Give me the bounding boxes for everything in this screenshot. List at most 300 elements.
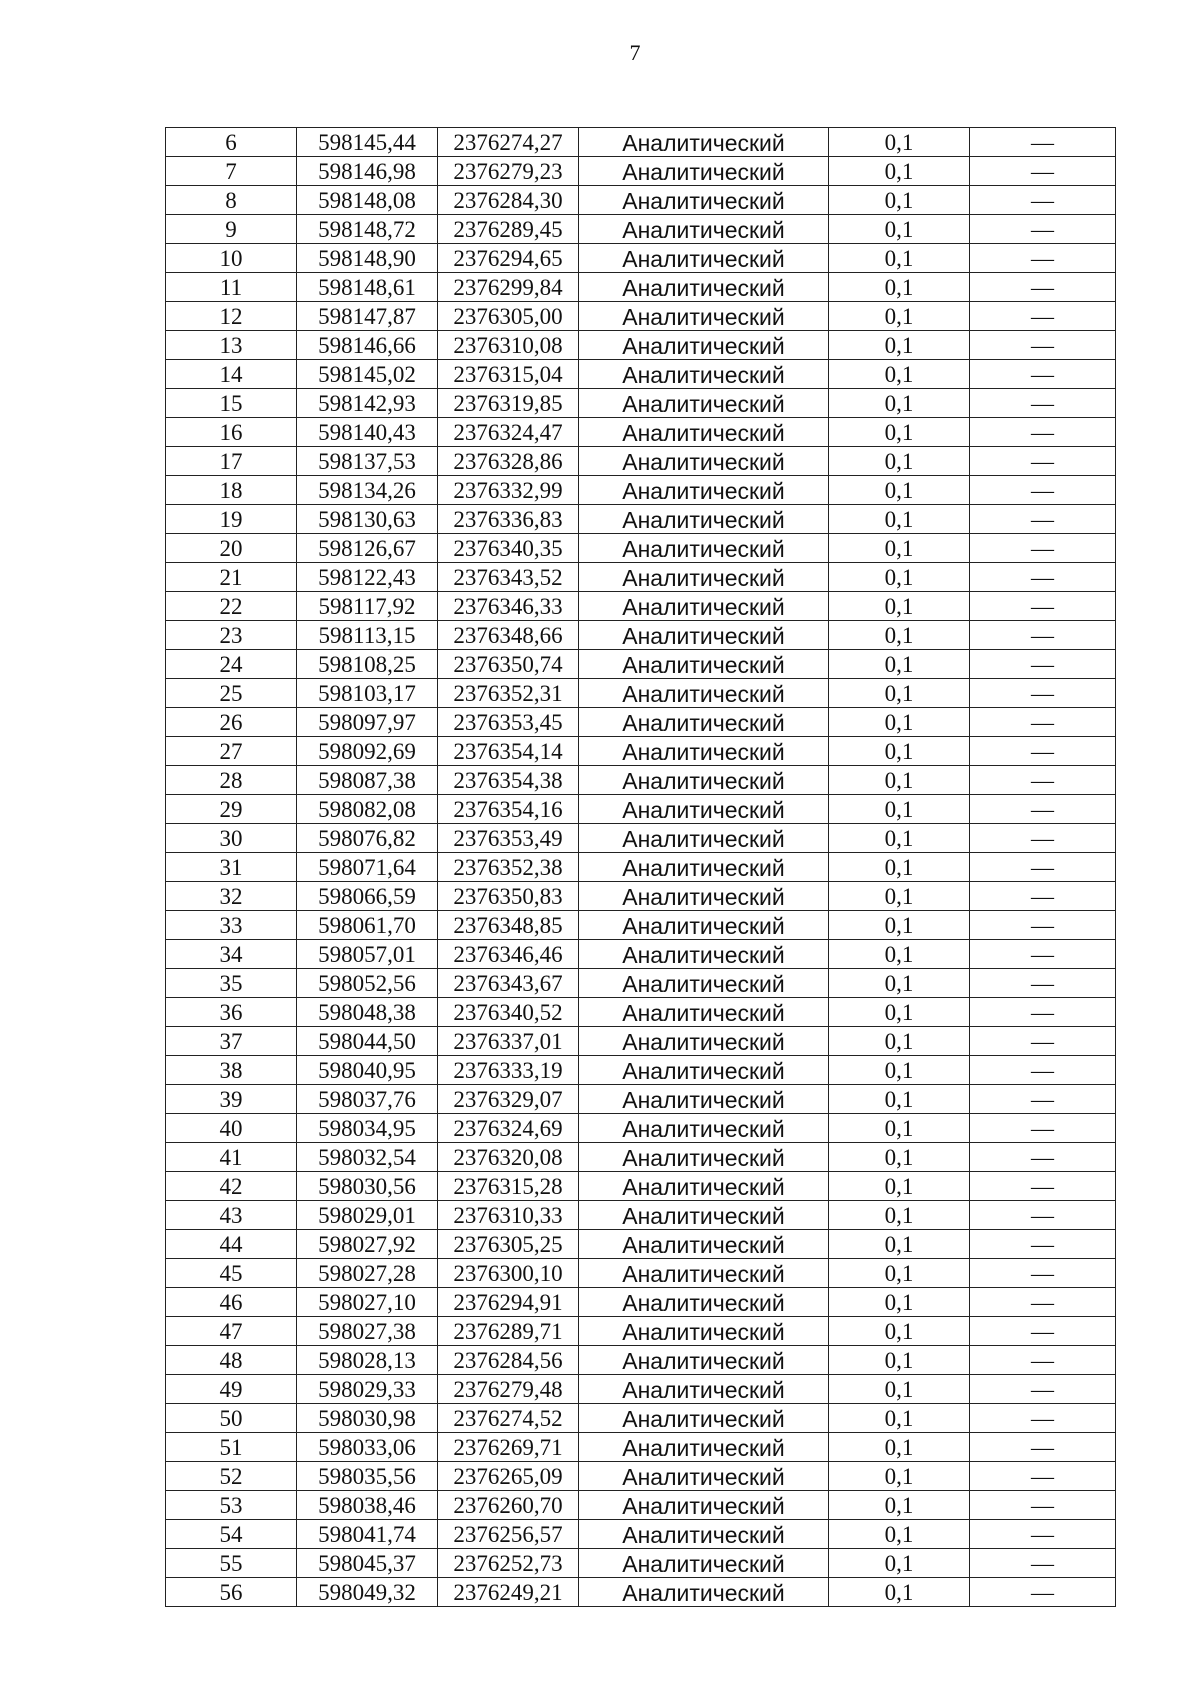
accuracy-cell: 0,1 (829, 1346, 970, 1375)
x-coordinate-cell: 598092,69 (297, 737, 438, 766)
point-number-cell: 17 (166, 447, 297, 476)
x-coordinate-cell: 598147,87 (297, 302, 438, 331)
y-coordinate-cell: 2376324,47 (438, 418, 579, 447)
method-cell: Аналитический (579, 157, 829, 186)
x-coordinate-cell: 598117,92 (297, 592, 438, 621)
point-number-cell: 11 (166, 273, 297, 302)
note-cell: — (970, 1404, 1116, 1433)
method-cell: Аналитический (579, 1172, 829, 1201)
table-row (166, 1288, 1116, 1317)
method-cell: Аналитический (579, 505, 829, 534)
accuracy-cell: 0,1 (829, 1462, 970, 1491)
x-coordinate-cell: 598148,90 (297, 244, 438, 273)
y-coordinate-cell: 2376348,66 (438, 621, 579, 650)
x-coordinate-cell: 598029,01 (297, 1201, 438, 1230)
note-cell: — (970, 1230, 1116, 1259)
method-cell: Аналитический (579, 1346, 829, 1375)
note-cell: — (970, 215, 1116, 244)
table-row (166, 360, 1116, 389)
method-cell: Аналитический (579, 1114, 829, 1143)
method-cell: Аналитический (579, 1143, 829, 1172)
accuracy-cell: 0,1 (829, 1549, 970, 1578)
point-number-cell: 56 (166, 1578, 297, 1607)
accuracy-cell: 0,1 (829, 128, 970, 157)
accuracy-cell: 0,1 (829, 911, 970, 940)
method-cell: Аналитический (579, 1288, 829, 1317)
x-coordinate-cell: 598145,44 (297, 128, 438, 157)
y-coordinate-cell: 2376300,10 (438, 1259, 579, 1288)
point-number-cell: 10 (166, 244, 297, 273)
accuracy-cell: 0,1 (829, 1520, 970, 1549)
y-coordinate-cell: 2376260,70 (438, 1491, 579, 1520)
accuracy-cell: 0,1 (829, 1433, 970, 1462)
point-number-cell: 23 (166, 621, 297, 650)
method-cell: Аналитический (579, 476, 829, 505)
y-coordinate-cell: 2376274,27 (438, 128, 579, 157)
method-cell: Аналитический (579, 1027, 829, 1056)
method-cell: Аналитический (579, 244, 829, 273)
table-row (166, 1491, 1116, 1520)
note-cell: — (970, 708, 1116, 737)
y-coordinate-cell: 2376289,45 (438, 215, 579, 244)
table-row (166, 418, 1116, 447)
note-cell: — (970, 360, 1116, 389)
y-coordinate-cell: 2376310,08 (438, 331, 579, 360)
table-row (166, 1027, 1116, 1056)
point-number-cell: 46 (166, 1288, 297, 1317)
x-coordinate-cell: 598097,97 (297, 708, 438, 737)
method-cell: Аналитический (579, 737, 829, 766)
y-coordinate-cell: 2376315,04 (438, 360, 579, 389)
table-row (166, 969, 1116, 998)
y-coordinate-cell: 2376350,83 (438, 882, 579, 911)
point-number-cell: 27 (166, 737, 297, 766)
x-coordinate-cell: 598066,59 (297, 882, 438, 911)
accuracy-cell: 0,1 (829, 389, 970, 418)
note-cell: — (970, 1346, 1116, 1375)
accuracy-cell: 0,1 (829, 940, 970, 969)
table-row (166, 1143, 1116, 1172)
point-number-cell: 40 (166, 1114, 297, 1143)
point-number-cell: 44 (166, 1230, 297, 1259)
accuracy-cell: 0,1 (829, 1143, 970, 1172)
accuracy-cell: 0,1 (829, 1056, 970, 1085)
accuracy-cell: 0,1 (829, 1172, 970, 1201)
point-number-cell: 29 (166, 795, 297, 824)
x-coordinate-cell: 598108,25 (297, 650, 438, 679)
x-coordinate-cell: 598137,53 (297, 447, 438, 476)
note-cell: — (970, 911, 1116, 940)
y-coordinate-cell: 2376279,23 (438, 157, 579, 186)
note-cell: — (970, 1288, 1116, 1317)
note-cell: — (970, 969, 1116, 998)
table-row (166, 476, 1116, 505)
point-number-cell: 9 (166, 215, 297, 244)
x-coordinate-cell: 598076,82 (297, 824, 438, 853)
point-number-cell: 33 (166, 911, 297, 940)
method-cell: Аналитический (579, 998, 829, 1027)
table-row (166, 824, 1116, 853)
y-coordinate-cell: 2376329,07 (438, 1085, 579, 1114)
y-coordinate-cell: 2376279,48 (438, 1375, 579, 1404)
point-number-cell: 13 (166, 331, 297, 360)
table-row (166, 1085, 1116, 1114)
table-row (166, 1259, 1116, 1288)
accuracy-cell: 0,1 (829, 1259, 970, 1288)
accuracy-cell: 0,1 (829, 650, 970, 679)
x-coordinate-cell: 598027,92 (297, 1230, 438, 1259)
accuracy-cell: 0,1 (829, 1288, 970, 1317)
note-cell: — (970, 563, 1116, 592)
x-coordinate-cell: 598113,15 (297, 621, 438, 650)
y-coordinate-cell: 2376252,73 (438, 1549, 579, 1578)
table-row (166, 1056, 1116, 1085)
point-number-cell: 41 (166, 1143, 297, 1172)
method-cell: Аналитический (579, 1230, 829, 1259)
method-cell: Аналитический (579, 534, 829, 563)
note-cell: — (970, 1462, 1116, 1491)
y-coordinate-cell: 2376324,69 (438, 1114, 579, 1143)
y-coordinate-cell: 2376354,14 (438, 737, 579, 766)
note-cell: — (970, 1520, 1116, 1549)
point-number-cell: 38 (166, 1056, 297, 1085)
method-cell: Аналитический (579, 302, 829, 331)
x-coordinate-cell: 598033,06 (297, 1433, 438, 1462)
x-coordinate-cell: 598027,28 (297, 1259, 438, 1288)
method-cell: Аналитический (579, 853, 829, 882)
y-coordinate-cell: 2376299,84 (438, 273, 579, 302)
note-cell: — (970, 1375, 1116, 1404)
x-coordinate-cell: 598146,66 (297, 331, 438, 360)
method-cell: Аналитический (579, 1259, 829, 1288)
point-number-cell: 22 (166, 592, 297, 621)
table-row (166, 940, 1116, 969)
y-coordinate-cell: 2376343,67 (438, 969, 579, 998)
point-number-cell: 25 (166, 679, 297, 708)
x-coordinate-cell: 598049,32 (297, 1578, 438, 1607)
method-cell: Аналитический (579, 1317, 829, 1346)
point-number-cell: 7 (166, 157, 297, 186)
y-coordinate-cell: 2376310,33 (438, 1201, 579, 1230)
accuracy-cell: 0,1 (829, 1230, 970, 1259)
table-row (166, 1404, 1116, 1433)
accuracy-cell: 0,1 (829, 853, 970, 882)
method-cell: Аналитический (579, 389, 829, 418)
x-coordinate-cell: 598029,33 (297, 1375, 438, 1404)
point-number-cell: 34 (166, 940, 297, 969)
note-cell: — (970, 534, 1116, 563)
coordinates-table (165, 127, 1116, 1607)
table-row (166, 998, 1116, 1027)
y-coordinate-cell: 2376284,30 (438, 186, 579, 215)
y-coordinate-cell: 2376352,31 (438, 679, 579, 708)
accuracy-cell: 0,1 (829, 1027, 970, 1056)
method-cell: Аналитический (579, 447, 829, 476)
point-number-cell: 52 (166, 1462, 297, 1491)
accuracy-cell: 0,1 (829, 447, 970, 476)
x-coordinate-cell: 598035,56 (297, 1462, 438, 1491)
method-cell: Аналитический (579, 1056, 829, 1085)
table-row (166, 244, 1116, 273)
x-coordinate-cell: 598038,46 (297, 1491, 438, 1520)
accuracy-cell: 0,1 (829, 882, 970, 911)
y-coordinate-cell: 2376332,99 (438, 476, 579, 505)
x-coordinate-cell: 598148,08 (297, 186, 438, 215)
y-coordinate-cell: 2376354,38 (438, 766, 579, 795)
note-cell: — (970, 418, 1116, 447)
x-coordinate-cell: 598134,26 (297, 476, 438, 505)
note-cell: — (970, 331, 1116, 360)
note-cell: — (970, 1114, 1116, 1143)
table-row (166, 708, 1116, 737)
method-cell: Аналитический (579, 1462, 829, 1491)
y-coordinate-cell: 2376350,74 (438, 650, 579, 679)
x-coordinate-cell: 598148,61 (297, 273, 438, 302)
y-coordinate-cell: 2376265,09 (438, 1462, 579, 1491)
note-cell: — (970, 1027, 1116, 1056)
accuracy-cell: 0,1 (829, 418, 970, 447)
method-cell: Аналитический (579, 621, 829, 650)
note-cell: — (970, 1433, 1116, 1462)
note-cell: — (970, 1085, 1116, 1114)
note-cell: — (970, 505, 1116, 534)
table-row (166, 186, 1116, 215)
y-coordinate-cell: 2376249,21 (438, 1578, 579, 1607)
point-number-cell: 32 (166, 882, 297, 911)
coordinates-table-body (166, 128, 1116, 1607)
note-cell: — (970, 592, 1116, 621)
method-cell: Аналитический (579, 1491, 829, 1520)
method-cell: Аналитический (579, 128, 829, 157)
table-row (166, 592, 1116, 621)
note-cell: — (970, 389, 1116, 418)
table-row (166, 1201, 1116, 1230)
accuracy-cell: 0,1 (829, 795, 970, 824)
method-cell: Аналитический (579, 1375, 829, 1404)
point-number-cell: 8 (166, 186, 297, 215)
table-row (166, 1549, 1116, 1578)
point-number-cell: 16 (166, 418, 297, 447)
accuracy-cell: 0,1 (829, 592, 970, 621)
accuracy-cell: 0,1 (829, 157, 970, 186)
y-coordinate-cell: 2376354,16 (438, 795, 579, 824)
accuracy-cell: 0,1 (829, 563, 970, 592)
x-coordinate-cell: 598028,13 (297, 1346, 438, 1375)
point-number-cell: 43 (166, 1201, 297, 1230)
x-coordinate-cell: 598148,72 (297, 215, 438, 244)
table-row (166, 737, 1116, 766)
x-coordinate-cell: 598027,10 (297, 1288, 438, 1317)
table-row (166, 1346, 1116, 1375)
point-number-cell: 36 (166, 998, 297, 1027)
table-row (166, 679, 1116, 708)
table-row (166, 1114, 1116, 1143)
point-number-cell: 15 (166, 389, 297, 418)
y-coordinate-cell: 2376315,28 (438, 1172, 579, 1201)
accuracy-cell: 0,1 (829, 186, 970, 215)
table-row (166, 331, 1116, 360)
method-cell: Аналитический (579, 1433, 829, 1462)
note-cell: — (970, 766, 1116, 795)
table-row (166, 273, 1116, 302)
method-cell: Аналитический (579, 824, 829, 853)
y-coordinate-cell: 2376346,46 (438, 940, 579, 969)
note-cell: — (970, 447, 1116, 476)
method-cell: Аналитический (579, 1520, 829, 1549)
accuracy-cell: 0,1 (829, 737, 970, 766)
table-row (166, 534, 1116, 563)
table-row (166, 1317, 1116, 1346)
point-number-cell: 18 (166, 476, 297, 505)
accuracy-cell: 0,1 (829, 1317, 970, 1346)
point-number-cell: 6 (166, 128, 297, 157)
note-cell: — (970, 1056, 1116, 1085)
y-coordinate-cell: 2376289,71 (438, 1317, 579, 1346)
y-coordinate-cell: 2376353,45 (438, 708, 579, 737)
table-row (166, 563, 1116, 592)
point-number-cell: 26 (166, 708, 297, 737)
y-coordinate-cell: 2376348,85 (438, 911, 579, 940)
note-cell: — (970, 302, 1116, 331)
note-cell: — (970, 1317, 1116, 1346)
x-coordinate-cell: 598140,43 (297, 418, 438, 447)
point-number-cell: 49 (166, 1375, 297, 1404)
table-row (166, 1230, 1116, 1259)
y-coordinate-cell: 2376346,33 (438, 592, 579, 621)
x-coordinate-cell: 598057,01 (297, 940, 438, 969)
point-number-cell: 30 (166, 824, 297, 853)
point-number-cell: 47 (166, 1317, 297, 1346)
method-cell: Аналитический (579, 1404, 829, 1433)
method-cell: Аналитический (579, 940, 829, 969)
table-row (166, 389, 1116, 418)
note-cell: — (970, 128, 1116, 157)
x-coordinate-cell: 598082,08 (297, 795, 438, 824)
x-coordinate-cell: 598071,64 (297, 853, 438, 882)
accuracy-cell: 0,1 (829, 360, 970, 389)
method-cell: Аналитический (579, 1578, 829, 1607)
table-row (166, 911, 1116, 940)
accuracy-cell: 0,1 (829, 766, 970, 795)
accuracy-cell: 0,1 (829, 302, 970, 331)
method-cell: Аналитический (579, 273, 829, 302)
accuracy-cell: 0,1 (829, 1578, 970, 1607)
method-cell: Аналитический (579, 911, 829, 940)
y-coordinate-cell: 2376274,52 (438, 1404, 579, 1433)
x-coordinate-cell: 598041,74 (297, 1520, 438, 1549)
table-row (166, 853, 1116, 882)
point-number-cell: 28 (166, 766, 297, 795)
table-row (166, 795, 1116, 824)
point-number-cell: 14 (166, 360, 297, 389)
method-cell: Аналитический (579, 418, 829, 447)
method-cell: Аналитический (579, 186, 829, 215)
accuracy-cell: 0,1 (829, 1404, 970, 1433)
accuracy-cell: 0,1 (829, 1201, 970, 1230)
y-coordinate-cell: 2376294,65 (438, 244, 579, 273)
point-number-cell: 39 (166, 1085, 297, 1114)
table-row (166, 1462, 1116, 1491)
note-cell: — (970, 940, 1116, 969)
method-cell: Аналитический (579, 360, 829, 389)
method-cell: Аналитический (579, 795, 829, 824)
x-coordinate-cell: 598044,50 (297, 1027, 438, 1056)
accuracy-cell: 0,1 (829, 273, 970, 302)
note-cell: — (970, 737, 1116, 766)
point-number-cell: 53 (166, 1491, 297, 1520)
table-row (166, 1172, 1116, 1201)
note-cell: — (970, 679, 1116, 708)
y-coordinate-cell: 2376269,71 (438, 1433, 579, 1462)
point-number-cell: 21 (166, 563, 297, 592)
y-coordinate-cell: 2376319,85 (438, 389, 579, 418)
method-cell: Аналитический (579, 708, 829, 737)
note-cell: — (970, 1578, 1116, 1607)
table-row (166, 1433, 1116, 1462)
method-cell: Аналитический (579, 563, 829, 592)
note-cell: — (970, 882, 1116, 911)
point-number-cell: 50 (166, 1404, 297, 1433)
method-cell: Аналитический (579, 882, 829, 911)
method-cell: Аналитический (579, 766, 829, 795)
method-cell: Аналитический (579, 969, 829, 998)
note-cell: — (970, 1549, 1116, 1578)
note-cell: — (970, 1201, 1116, 1230)
x-coordinate-cell: 598030,56 (297, 1172, 438, 1201)
y-coordinate-cell: 2376294,91 (438, 1288, 579, 1317)
method-cell: Аналитический (579, 1201, 829, 1230)
accuracy-cell: 0,1 (829, 679, 970, 708)
y-coordinate-cell: 2376305,25 (438, 1230, 579, 1259)
note-cell: — (970, 650, 1116, 679)
x-coordinate-cell: 598126,67 (297, 534, 438, 563)
note-cell: — (970, 1172, 1116, 1201)
note-cell: — (970, 186, 1116, 215)
x-coordinate-cell: 598048,38 (297, 998, 438, 1027)
method-cell: Аналитический (579, 1085, 829, 1114)
method-cell: Аналитический (579, 592, 829, 621)
table-row (166, 505, 1116, 534)
method-cell: Аналитический (579, 331, 829, 360)
x-coordinate-cell: 598032,54 (297, 1143, 438, 1172)
accuracy-cell: 0,1 (829, 331, 970, 360)
x-coordinate-cell: 598130,63 (297, 505, 438, 534)
table-row (166, 447, 1116, 476)
y-coordinate-cell: 2376352,38 (438, 853, 579, 882)
table-row (166, 1375, 1116, 1404)
y-coordinate-cell: 2376340,52 (438, 998, 579, 1027)
note-cell: — (970, 273, 1116, 302)
table-row (166, 302, 1116, 331)
point-number-cell: 55 (166, 1549, 297, 1578)
table-row (166, 1578, 1116, 1607)
accuracy-cell: 0,1 (829, 621, 970, 650)
accuracy-cell: 0,1 (829, 215, 970, 244)
y-coordinate-cell: 2376284,56 (438, 1346, 579, 1375)
note-cell: — (970, 1259, 1116, 1288)
page-number: 7 (629, 40, 641, 65)
point-number-cell: 35 (166, 969, 297, 998)
x-coordinate-cell: 598040,95 (297, 1056, 438, 1085)
note-cell: — (970, 1143, 1116, 1172)
point-number-cell: 24 (166, 650, 297, 679)
x-coordinate-cell: 598103,17 (297, 679, 438, 708)
method-cell: Аналитический (579, 650, 829, 679)
accuracy-cell: 0,1 (829, 1085, 970, 1114)
x-coordinate-cell: 598145,02 (297, 360, 438, 389)
y-coordinate-cell: 2376328,86 (438, 447, 579, 476)
note-cell: — (970, 621, 1116, 650)
